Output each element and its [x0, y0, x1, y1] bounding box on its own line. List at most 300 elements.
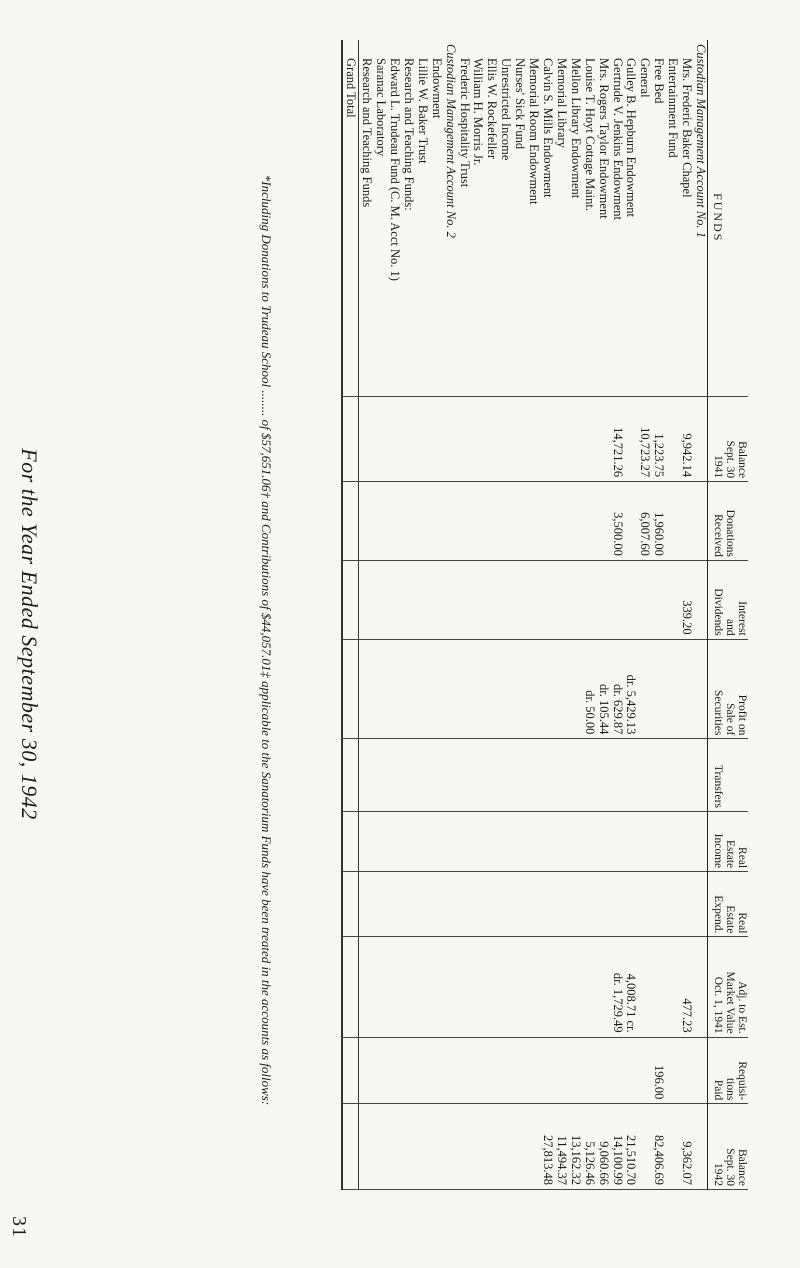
table-cell: [554, 560, 568, 639]
table-cell: [429, 396, 443, 482]
table-cell: [401, 482, 415, 561]
table-cell: 1,960.00: [651, 482, 665, 561]
fund-name: Custodian Management Account No. 2: [443, 40, 457, 396]
table-cell: [582, 739, 596, 812]
fund-name: Edward L. Trudeau Fund (C. M. Acct No. 1): [387, 40, 401, 396]
table-row: [665, 40, 679, 1190]
table-cell: [342, 482, 358, 561]
column-header: Real Estate Income: [708, 811, 749, 871]
fund-name: General: [637, 40, 651, 396]
table-cell: [401, 811, 415, 871]
table-cell: [554, 811, 568, 871]
table-row: [637, 40, 651, 1190]
table-cell: [443, 937, 457, 1037]
table-row: [582, 40, 596, 1190]
table-cell: [429, 560, 443, 639]
table-cell: [637, 872, 651, 937]
table-cell: 27,813.48: [540, 1104, 554, 1190]
table-cell: [637, 739, 651, 812]
table-cell: 1,223.75: [651, 396, 665, 482]
table-cell: [637, 1104, 651, 1190]
table-row: [651, 40, 665, 1190]
table-cell: [554, 482, 568, 561]
table-cell: [554, 396, 568, 482]
table-cell: [415, 1037, 429, 1104]
table-cell: [485, 1037, 499, 1104]
column-header: Adj. to Est. Market Value Oct. 1, 1941: [708, 937, 749, 1037]
table-cell: [624, 482, 638, 561]
table-cell: [582, 1037, 596, 1104]
fund-name: Lillie W. Baker Trust: [415, 40, 429, 396]
table-cell: 10,723.27: [637, 396, 651, 482]
table-cell: [624, 872, 638, 937]
table-cell: [693, 872, 707, 937]
table-cell: [512, 937, 526, 1037]
table-cell: [665, 396, 679, 482]
table-cell: [443, 1104, 457, 1190]
table-cell: 9,060.66: [596, 1104, 610, 1190]
table-cell: [512, 1104, 526, 1190]
table-cell: [526, 482, 540, 561]
column-header: Donations Received: [708, 482, 749, 561]
table-cell: [582, 560, 596, 639]
section-row: [443, 40, 457, 1190]
table-row: [568, 40, 582, 1190]
fund-name: Entertainment Fund: [665, 40, 679, 396]
table-row: [485, 40, 499, 1190]
table-cell: [498, 872, 512, 937]
table-cell: [624, 739, 638, 812]
table-cell: [637, 639, 651, 739]
table-cell: 14,100.99: [610, 1104, 624, 1190]
table-cell: [526, 811, 540, 871]
fund-name: Mrs. Rogers Taylor Endowment: [596, 40, 610, 396]
table-cell: [443, 872, 457, 937]
table-cell: [498, 1104, 512, 1190]
table-cell: [373, 396, 387, 482]
page-number: 31: [8, 1216, 30, 1238]
table-cell: [485, 482, 499, 561]
table-cell: [512, 396, 526, 482]
table-cell: [582, 811, 596, 871]
table-cell: [387, 396, 401, 482]
table-cell: [401, 872, 415, 937]
table-cell: [554, 739, 568, 812]
fund-name: Ellis W. Rockefeller: [485, 40, 499, 396]
table-cell: [471, 739, 485, 812]
table-cell: [665, 872, 679, 937]
table-cell: [568, 482, 582, 561]
table-cell: [443, 639, 457, 739]
table-cell: [624, 1037, 638, 1104]
fund-name: Calvin S. Mills Endowment: [540, 40, 554, 396]
table-cell: [610, 872, 624, 937]
table-cell: dr. 1,729.49: [610, 937, 624, 1037]
table-cell: [457, 739, 471, 812]
table-cell: [342, 811, 358, 871]
fund-name: Frederic Hospitality Trust: [457, 40, 471, 396]
ledger-body: [342, 40, 707, 1190]
table-cell: [373, 1037, 387, 1104]
section-row: [693, 40, 707, 1190]
table-cell: 14,721.26: [610, 396, 624, 482]
table-cell: [359, 1037, 373, 1104]
table-cell: [665, 1104, 679, 1190]
table-cell: [373, 1104, 387, 1190]
table-cell: [342, 872, 358, 937]
table-cell: [596, 872, 610, 937]
table-cell: [568, 811, 582, 871]
table-row: [554, 40, 568, 1190]
table-cell: [359, 811, 373, 871]
table-cell: [401, 937, 415, 1037]
funds-ledger-table: [341, 40, 748, 1190]
table-cell: [637, 1037, 651, 1104]
fund-name: Endowment: [429, 40, 443, 396]
table-cell: [401, 560, 415, 639]
fund-name: Nurses' Sick Fund: [512, 40, 526, 396]
table-cell: [457, 639, 471, 739]
table-cell: [693, 639, 707, 739]
table-cell: [512, 482, 526, 561]
table-cell: [457, 396, 471, 482]
table-cell: [568, 1037, 582, 1104]
table-cell: [693, 1037, 707, 1104]
table-cell: [485, 937, 499, 1037]
table-cell: [359, 872, 373, 937]
table-cell: [471, 396, 485, 482]
table-cell: [512, 811, 526, 871]
table-cell: [679, 1037, 693, 1104]
table-cell: [596, 811, 610, 871]
table-cell: [457, 1104, 471, 1190]
table-cell: [485, 1104, 499, 1190]
table-cell: [359, 937, 373, 1037]
table-row: [512, 40, 526, 1190]
table-cell: [485, 560, 499, 639]
table-cell: [342, 1104, 358, 1190]
fund-name: William H. Morris Jr.: [471, 40, 485, 396]
footnote: *Including Donations to Trudeau School ........ of $57,651.06† and Contributions of $44,057.01‡ applicable to the Sanatorium Funds have been treated in the accounts as follows:: [259, 174, 274, 1106]
table-row: [457, 40, 471, 1190]
table-cell: [387, 937, 401, 1037]
table-cell: [651, 739, 665, 812]
table-cell: [512, 739, 526, 812]
table-cell: [693, 1104, 707, 1190]
table-cell: [387, 872, 401, 937]
table-cell: [498, 739, 512, 812]
table-cell: [651, 639, 665, 739]
table-cell: [471, 639, 485, 739]
column-header: Transfers: [708, 739, 749, 812]
table-cell: [387, 639, 401, 739]
table-cell: [526, 396, 540, 482]
table-cell: [498, 811, 512, 871]
table-cell: [693, 396, 707, 482]
table-row: [387, 40, 401, 1190]
table-cell: 196.00: [651, 1037, 665, 1104]
table-cell: [540, 811, 554, 871]
table-cell: [457, 811, 471, 871]
table-cell: [554, 872, 568, 937]
table-cell: [540, 482, 554, 561]
column-header: Requisi- tions Paid: [708, 1037, 749, 1104]
fund-name: Mrs. Frederic Baker Chapel: [679, 40, 693, 396]
table-cell: [582, 396, 596, 482]
table-cell: [415, 937, 429, 1037]
table-cell: [498, 1037, 512, 1104]
table-cell: [568, 872, 582, 937]
table-cell: [568, 560, 582, 639]
table-cell: [498, 560, 512, 639]
table-cell: 5,126.46: [582, 1104, 596, 1190]
table-cell: [387, 482, 401, 561]
table-cell: [443, 1037, 457, 1104]
table-cell: [485, 811, 499, 871]
table-cell: [342, 739, 358, 812]
table-cell: [596, 482, 610, 561]
table-cell: [415, 639, 429, 739]
table-cell: [401, 639, 415, 739]
table-cell: [596, 1037, 610, 1104]
table-cell: [526, 639, 540, 739]
table-cell: [429, 739, 443, 812]
table-cell: [540, 872, 554, 937]
table-cell: [443, 811, 457, 871]
table-cell: [651, 872, 665, 937]
table-cell: [679, 872, 693, 937]
table-cell: 21,510.70: [624, 1104, 638, 1190]
table-cell: [665, 482, 679, 561]
table-cell: [387, 739, 401, 812]
table-cell: 6,007.60: [637, 482, 651, 561]
table-row: [359, 40, 373, 1190]
table-cell: [582, 872, 596, 937]
table-cell: [665, 560, 679, 639]
table-cell: [665, 1037, 679, 1104]
table-cell: [457, 937, 471, 1037]
fund-name: Research and Teaching Funds:: [401, 40, 415, 396]
table-cell: [387, 1104, 401, 1190]
table-cell: [373, 872, 387, 937]
table-cell: [359, 560, 373, 639]
header-row: [708, 40, 749, 1190]
table-cell: [582, 937, 596, 1037]
fund-name: Memorial Library: [554, 40, 568, 396]
fund-name: Mellon Library Endowment: [568, 40, 582, 396]
fund-name: Saranac Laboratory: [373, 40, 387, 396]
grand-total-row: [342, 40, 358, 1190]
table-cell: [526, 1037, 540, 1104]
table-cell: 477.23: [679, 937, 693, 1037]
table-cell: [512, 560, 526, 639]
table-cell: [610, 811, 624, 871]
table-cell: [429, 937, 443, 1037]
table-cell: [610, 1037, 624, 1104]
fund-name: Grand Total: [342, 40, 358, 396]
fund-name: Free Bed: [651, 40, 665, 396]
table-cell: [342, 1037, 358, 1104]
table-cell: dr. 50.00: [582, 639, 596, 739]
column-header-funds: FUNDS: [708, 40, 749, 396]
table-cell: [624, 560, 638, 639]
table-cell: [512, 639, 526, 739]
table-row: [373, 40, 387, 1190]
table-cell: [415, 482, 429, 561]
table-cell: [693, 937, 707, 1037]
table-cell: [498, 937, 512, 1037]
table-cell: [540, 937, 554, 1037]
table-row: [471, 40, 485, 1190]
table-cell: [665, 639, 679, 739]
table-cell: [526, 739, 540, 812]
table-cell: [526, 1104, 540, 1190]
table-cell: [401, 739, 415, 812]
table-cell: [359, 1104, 373, 1190]
table-cell: [429, 639, 443, 739]
column-header: Balance Sept. 30 1942: [708, 1104, 749, 1190]
table-cell: 4,008.71 cr.: [624, 937, 638, 1037]
table-cell: [429, 1037, 443, 1104]
column-header: Real Estate Expend.: [708, 872, 749, 937]
table-cell: [554, 937, 568, 1037]
table-cell: [651, 937, 665, 1037]
table-cell: [429, 872, 443, 937]
table-cell: [665, 739, 679, 812]
table-cell: [485, 396, 499, 482]
table-cell: 11,494.37: [554, 1104, 568, 1190]
table-cell: [429, 1104, 443, 1190]
table-cell: [540, 396, 554, 482]
table-cell: [457, 872, 471, 937]
table-row: [679, 40, 693, 1190]
table-cell: [540, 639, 554, 739]
table-cell: [342, 560, 358, 639]
table-cell: [415, 739, 429, 812]
table-cell: [540, 739, 554, 812]
table-cell: [596, 937, 610, 1037]
table-cell: [429, 811, 443, 871]
table-cell: 339.20: [679, 560, 693, 639]
fund-name: Unrestricted Income: [498, 40, 512, 396]
table-cell: [457, 1037, 471, 1104]
table-cell: [359, 482, 373, 561]
table-cell: [610, 739, 624, 812]
table-cell: [359, 639, 373, 739]
table-cell: [596, 739, 610, 812]
table-cell: [637, 560, 651, 639]
table-cell: [679, 482, 693, 561]
fund-name: Louise T. Hoyt Cottage Maint.: [582, 40, 596, 396]
table-cell: [651, 560, 665, 639]
table-cell: [540, 560, 554, 639]
table-cell: [526, 872, 540, 937]
table-cell: [471, 560, 485, 639]
table-cell: [485, 872, 499, 937]
table-cell: [554, 1037, 568, 1104]
table-cell: 9,362.07: [679, 1104, 693, 1190]
table-cell: [637, 937, 651, 1037]
table-cell: [359, 739, 373, 812]
table-row: [526, 40, 540, 1190]
table-cell: [596, 396, 610, 482]
table-cell: [485, 739, 499, 812]
table-cell: 9,942.14: [679, 396, 693, 482]
table-cell: [568, 639, 582, 739]
table-cell: [401, 396, 415, 482]
table-cell: [443, 482, 457, 561]
table-cell: [415, 811, 429, 871]
table-cell: [498, 396, 512, 482]
table-cell: [665, 811, 679, 871]
table-cell: [387, 560, 401, 639]
table-cell: [471, 1104, 485, 1190]
table-cell: [526, 560, 540, 639]
table-cell: [471, 811, 485, 871]
table-cell: [415, 1104, 429, 1190]
table-cell: [679, 811, 693, 871]
table-cell: [373, 639, 387, 739]
table-cell: [693, 560, 707, 639]
table-cell: [471, 937, 485, 1037]
table-cell: [415, 560, 429, 639]
table-cell: [401, 1104, 415, 1190]
fund-name: Memorial Room Endowment: [526, 40, 540, 396]
fund-name: Gulley B. Hepburn Endowment: [624, 40, 638, 396]
fund-name: Research and Teaching Funds: [359, 40, 373, 396]
table-cell: [568, 937, 582, 1037]
table-cell: [693, 482, 707, 561]
table-cell: [415, 396, 429, 482]
table-cell: [457, 482, 471, 561]
table-cell: [554, 639, 568, 739]
table-cell: [568, 739, 582, 812]
table-cell: [373, 482, 387, 561]
fund-name: Gertrude V. Jenkins Endowment: [610, 40, 624, 396]
table-cell: [415, 872, 429, 937]
table-cell: [443, 560, 457, 639]
table-cell: [373, 937, 387, 1037]
table-row: [610, 40, 624, 1190]
table-cell: [429, 482, 443, 561]
table-cell: [693, 811, 707, 871]
table-cell: [373, 739, 387, 812]
table-row: [624, 40, 638, 1190]
table-cell: [498, 482, 512, 561]
table-cell: 3,500.00: [610, 482, 624, 561]
table-cell: [443, 396, 457, 482]
table-cell: [457, 560, 471, 639]
table-cell: [610, 560, 624, 639]
table-cell: [679, 739, 693, 812]
table-cell: [498, 639, 512, 739]
table-cell: dr. 105.44: [596, 639, 610, 739]
table-cell: [471, 1037, 485, 1104]
table-cell: [637, 811, 651, 871]
table-cell: [512, 1037, 526, 1104]
table-cell: [443, 739, 457, 812]
table-cell: [387, 1037, 401, 1104]
table-cell: [373, 560, 387, 639]
table-cell: 13,162.32: [568, 1104, 582, 1190]
table-cell: [485, 639, 499, 739]
column-header: Balance Sept. 30 1941: [708, 396, 749, 482]
table-cell: [387, 811, 401, 871]
table-cell: [693, 739, 707, 812]
table-cell: 82,406.69: [651, 1104, 665, 1190]
table-cell: [624, 396, 638, 482]
table-row: [540, 40, 554, 1190]
